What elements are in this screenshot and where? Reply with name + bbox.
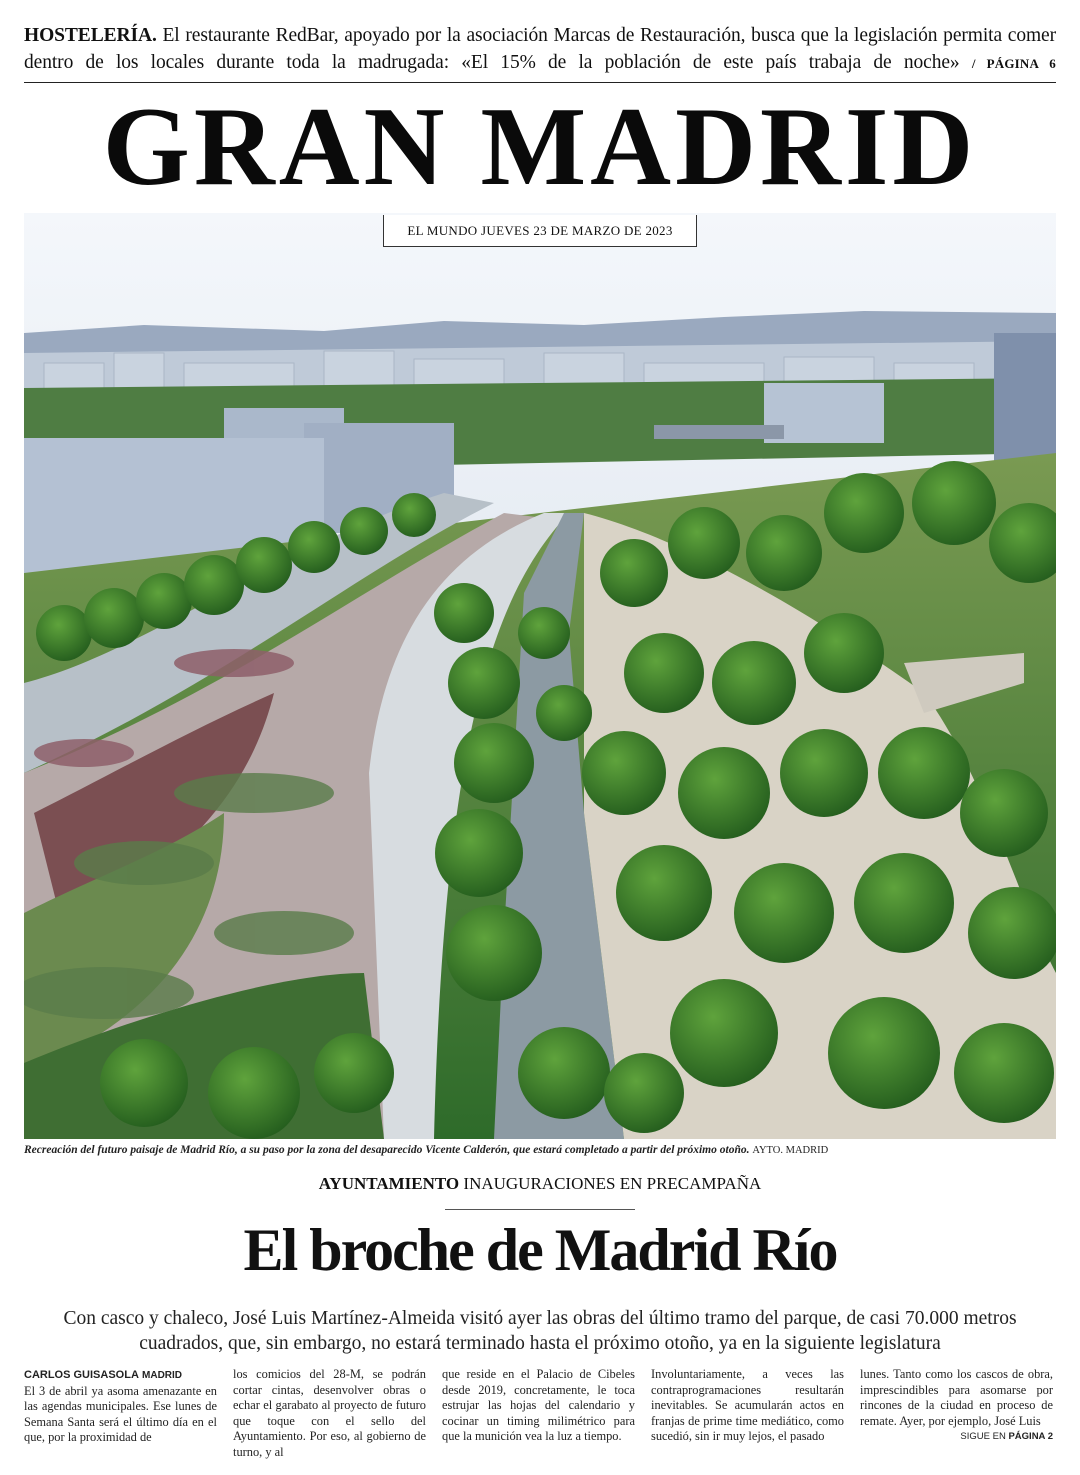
headline-divider <box>445 1209 635 1210</box>
teaser-strip <box>24 22 1056 77</box>
teaser-text: El restaurante RedBar, apoyado por la asociación Marcas de Restauración, busca que la legislación permita comer dentro de los locales durante toda la madrugada: «El 15% de la población de este país trabaja de noche» <box>24 25 1056 73</box>
column-text: los comicios del 28-M, se podrán cortar cintas, desenvolver obras o echar el garabato al proyecto de futuro que toque con el sello del Ayuntamiento. Por eso, al gobierno de turno, y al <box>233 1367 426 1459</box>
article-column-2 <box>233 1367 426 1461</box>
column-text: El 3 de abril ya asoma amenazante en las agendas municipales. Ese lunes de Semana Santa será el último día en el que, por la proximidad de <box>24 1383 217 1445</box>
column-text: que reside en el Palacio de Cibeles desde 2019, concretamente, le toca estrujar las hojas del calendario y cocinar un timing milimétrico para que la munición vea la luz a tiempo. <box>442 1367 635 1444</box>
top-divider <box>24 82 1056 83</box>
continues-page: PÁGINA 2 <box>1008 1431 1053 1443</box>
headline: El broche de Madrid Río <box>243 1217 837 1283</box>
photo-caption <box>24 1143 1056 1158</box>
teaser-kicker: HOSTELERÍA. <box>24 25 157 46</box>
caption-text: Recreación del futuro paisaje de Madrid Río, a su paso por la zona del desaparecido Vicente Calderón, que estará completado a partir del próximo otoño. <box>24 1144 750 1156</box>
section-masthead: GRAN MADRID <box>102 85 978 209</box>
article-column-3 <box>442 1367 635 1445</box>
column-text: Involuntariamente, a veces las contraprogramaciones resultarán inevitables. Se acumularán actos en franjas de prime time mediático, como sucedió, sin ir muy lejos, el pasado <box>651 1367 844 1444</box>
article-column-4 <box>651 1367 844 1445</box>
article-column-1 <box>24 1367 217 1446</box>
photo-credit: AYTO. MADRID <box>752 1145 829 1156</box>
section-topic: INAUGURACIONES EN PRECAMPAÑA <box>463 1174 762 1193</box>
article-body <box>24 1367 1056 1472</box>
teaser-page-link[interactable]: / PÁGINA 6 <box>971 56 1056 71</box>
continues-link[interactable] <box>860 1429 1053 1445</box>
section-label <box>24 1173 1056 1195</box>
dateline-box: EL MUNDO JUEVES 23 DE MARZO DE 2023 <box>383 215 697 247</box>
standfirst: Con casco y chaleco, José Luis Martínez-Almeida visitó ayer las obras del último tramo del parque, de casi 70.000 metros cuadrados, que, sin embargo, no estará terminado hasta el próximo otoño, ya en la siguiente legislatura <box>63 1308 1017 1354</box>
section-name: AYUNTAMIENTO <box>318 1174 460 1193</box>
continues-label: SIGUE EN <box>960 1431 1006 1443</box>
byline-city: MADRID <box>142 1370 183 1381</box>
lead-photo <box>24 213 1056 1139</box>
column-text: lunes. Tanto como los cascos de obra, imprescindibles para asomarse por rincones de la ciudad en proceso de remate. Ayer, por ejemplo, José Luis <box>860 1367 1053 1428</box>
article-column-5 <box>860 1367 1053 1445</box>
byline-author: CARLOS GUISASOLA <box>24 1369 139 1381</box>
park-rendering-image <box>24 213 1056 1139</box>
